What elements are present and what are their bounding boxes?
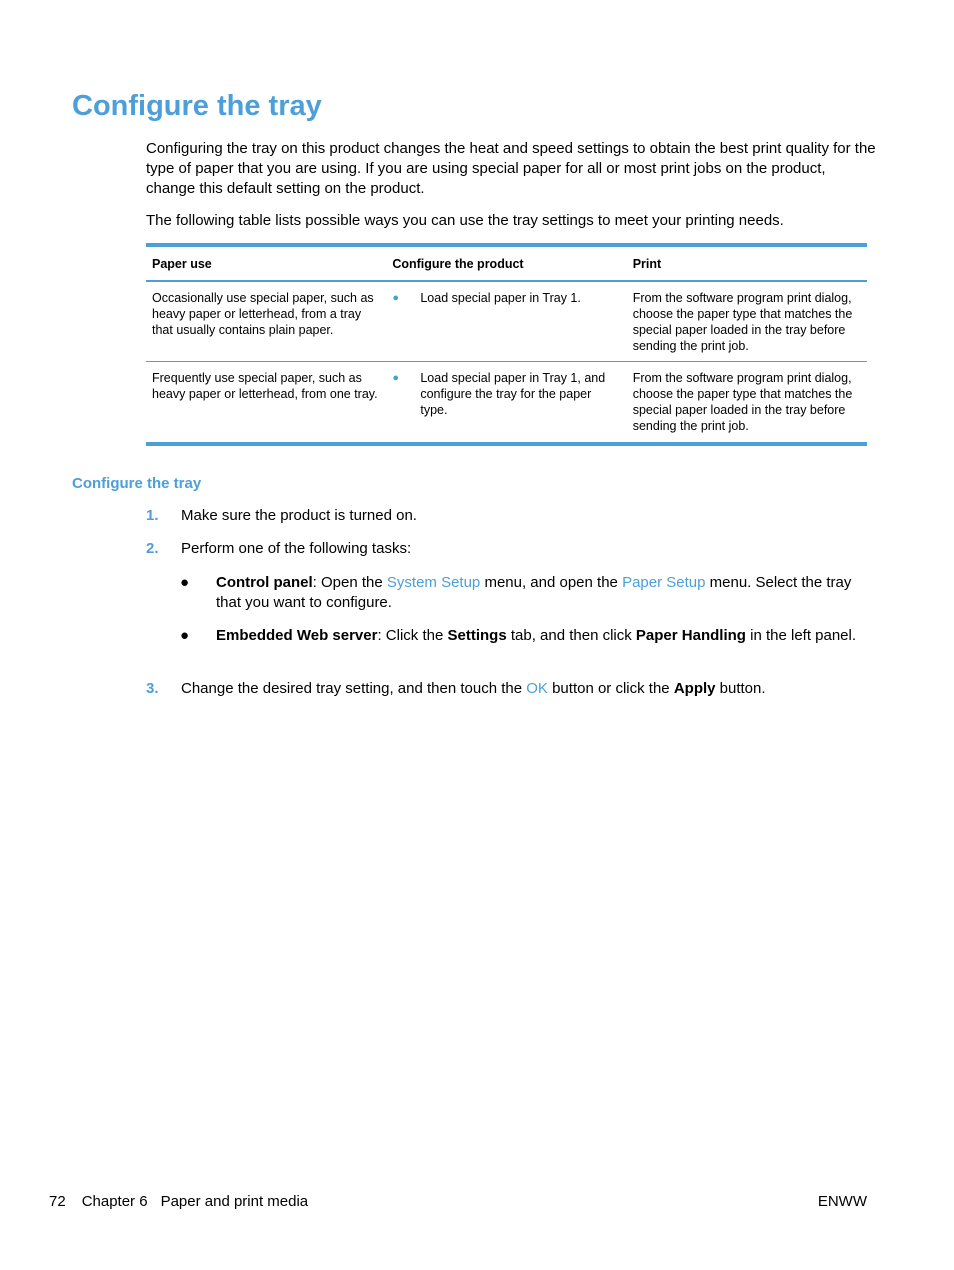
bullet-icon: ● [392,372,399,384]
bullet-text-part: : Click the [377,627,448,644]
chapter-title: Paper and print media [160,1193,309,1210]
settings-label: Settings [447,627,507,644]
intro-paragraph: Configuring the tray on this product changes the heat and speed settings to obtain the best print quality for the type of paper that you are using. If you are using special paper for all or most print jobs on the product, change this default setting on the product. [146,140,876,197]
chapter-label: Chapter 6 [81,1193,148,1210]
column-header-configure: Configure the product [386,245,626,281]
column-header-print: Print [627,245,867,281]
ok-link[interactable]: OK [526,680,548,697]
step-text-part: button or click the [547,680,674,697]
apply-label: Apply [673,680,716,697]
step-text [181,679,871,699]
page-number: 72 [49,1193,66,1210]
step-text: Perform one of the following tasks: [181,540,412,557]
paper-setup-link[interactable]: Paper Setup [622,574,706,591]
footer-right: ENWW [817,1193,867,1210]
system-setup-link[interactable]: System Setup [386,574,481,591]
bullet-text-part: menu, and open the [480,574,623,591]
page-title: Configure the tray [72,90,322,122]
table-row [146,281,867,362]
bullet-icon: ● [180,574,190,591]
bullet-text-part: : Open the [312,574,387,591]
table-header-row [146,245,867,281]
step-text: Make sure the product is turned on. [181,507,417,524]
bullet-text [216,573,871,613]
configure-text: Load special paper in Tray 1, and configure the tray for the paper type. [420,371,606,417]
footer-left [49,1193,308,1210]
bullet-icon: ● [392,292,399,304]
print-cell: From the software program print dialog, choose the paper type that matches the special paper loaded in the tray before sending the print job. [627,281,867,362]
step-number: 3. [146,680,159,697]
step-number: 1. [146,507,159,524]
bullet-icon: ● [180,627,190,644]
section-heading: Configure the tray [72,475,202,492]
bullet-text-part: tab, and then click [506,627,636,644]
step-text-part: Change the desired tray setting, and then touch the [181,680,527,697]
step-text-part: button. [715,680,766,697]
bullet-text-part: menu. Select the tray that you want to configure. [216,574,852,611]
configure-cell [386,281,626,362]
bullet-bold-label: Embedded Web server [216,627,378,644]
paper-use-cell: Occasionally use special paper, such as heavy paper or letterhead, from a tray that usually contains plain paper. [146,281,386,362]
bullet-bold-label: Control panel [216,574,313,591]
configure-text: Load special paper in Tray 1. [420,291,581,305]
paper-handling-label: Paper Handling [635,627,746,644]
configure-cell [386,362,626,445]
paper-use-cell: Frequently use special paper, such as heavy paper or letterhead, from one tray. [146,362,386,445]
step-number: 2. [146,540,159,557]
table-intro-paragraph: The following table lists possible ways you can use the tray settings to meet your printing needs. [146,212,784,229]
print-cell: From the software program print dialog, choose the paper type that matches the special paper loaded in the tray before sending the print job. [627,362,867,445]
table-row [146,362,867,445]
column-header-paper-use: Paper use [146,245,386,281]
tray-settings-table [146,243,867,446]
bullet-text [216,626,871,646]
bullet-text-part: in the left panel. [745,627,857,644]
